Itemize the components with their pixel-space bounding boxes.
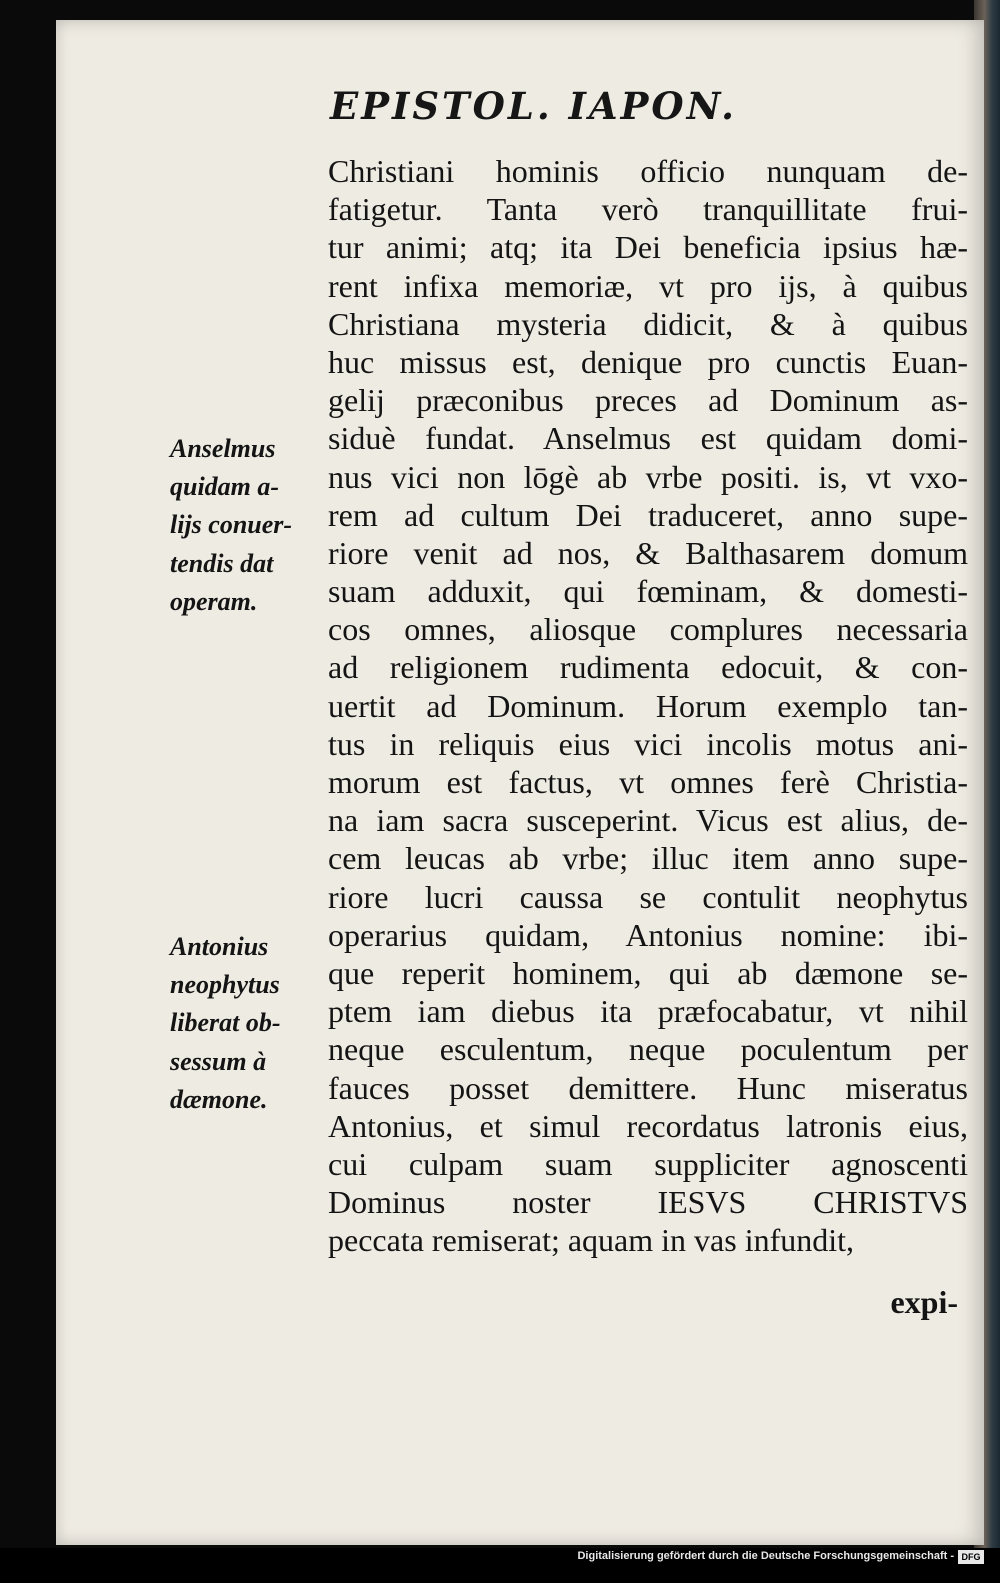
- body-line: rem ad cultum Dei traduceret, anno supe-: [328, 496, 968, 533]
- body-line: peccata remiserat; aquam in vas infundit,: [328, 1222, 855, 1259]
- body-line: tur animi; atq; ita Dei beneficia ipsius hæ-: [328, 229, 968, 266]
- body-line: cui culpam suam suppliciter agnoscenti: [328, 1145, 968, 1182]
- body-line: tus in reliquis eius vici incolis motus ani-: [328, 725, 968, 762]
- body-line: nus vici non lōgè ab vrbe positi. is, vt vxo-: [328, 458, 968, 495]
- margin-note-line: sessum à: [170, 1046, 267, 1076]
- dfg-logo-icon: DFG: [958, 1550, 984, 1564]
- body-text: [328, 152, 968, 1259]
- body-line: na iam sacra susceperint. Vicus est alius, de-: [328, 802, 968, 839]
- margin-note-line: Antonius: [170, 932, 269, 961]
- body-line: morum est factus, vt omnes ferè Christia-: [328, 764, 968, 800]
- body-line: huc missus est, denique pro cunctis Euan-: [328, 343, 968, 380]
- body-line: que reperit hominem, qui ab dæmone se-: [328, 954, 968, 991]
- running-head: EPISTOL. IAPON.: [330, 84, 737, 128]
- margin-note-line: tendis dat: [170, 548, 274, 578]
- body-line: cos omnes, aliosque complures necessaria: [328, 611, 968, 648]
- body-line: riore venit ad nos, & Balthasarem domum: [328, 534, 968, 571]
- margin-note-line: neophytus: [170, 970, 280, 1000]
- body-line: uertit ad Dominum. Horum exemplo tan-: [328, 687, 968, 724]
- body-line: suam adduxit, qui fœminam, & domesti-: [328, 573, 968, 610]
- margin-note-line: dæmone.: [170, 1084, 268, 1114]
- footer-credit: Digitalisierung gefördert durch die Deutsche Forschungsgemeinschaft -: [577, 1550, 954, 1562]
- margin-note-line: quidam a-: [170, 472, 280, 502]
- body-line: neque esculentum, neque poculentum per: [328, 1031, 968, 1068]
- catchword: expi-: [890, 1284, 958, 1320]
- margin-note-line: operam.: [170, 586, 258, 616]
- body-line: gelij præconibus preces ad Dominum as-: [328, 382, 968, 419]
- body-line: operarius quidam, Antonius nomine: ibi-: [328, 916, 968, 953]
- body-line: fauces posset demittere. Hunc miseratus: [328, 1069, 968, 1106]
- body-line: Dominus noster IESVS CHRISTVS: [328, 1184, 968, 1221]
- margin-note-line: liberat ob-: [170, 1008, 281, 1038]
- body-line: cem leucas ab vrbe; illuc item anno supe-: [328, 840, 968, 877]
- body-line: Christiana mysteria didicit, & à quibus: [328, 305, 968, 342]
- body-line: rent infixa memoriæ, vt pro ijs, à quibus: [328, 267, 968, 304]
- body-line: fatigetur. Tanta verò tranquillitate frui-: [328, 191, 968, 228]
- margin-note-antonius: [170, 928, 320, 1119]
- margin-note-anselmus: [170, 430, 320, 621]
- body-line: Christiani hominis officio nunquam de-: [328, 153, 968, 189]
- body-line: ptem iam diebus ita præfocabatur, vt nihil: [328, 993, 968, 1030]
- body-line: siduè fundat. Anselmus est quidam domi-: [328, 420, 968, 457]
- body-line: Antonius, et simul recordatus latronis eius,: [328, 1107, 968, 1144]
- margin-note-line: lijs conuer-: [170, 510, 293, 540]
- body-line: ad religionem rudimenta edocuit, & con-: [328, 649, 968, 686]
- body-line: riore lucri caussa se contulit neophytus: [328, 878, 968, 915]
- margin-note-line: Anselmus: [170, 434, 276, 463]
